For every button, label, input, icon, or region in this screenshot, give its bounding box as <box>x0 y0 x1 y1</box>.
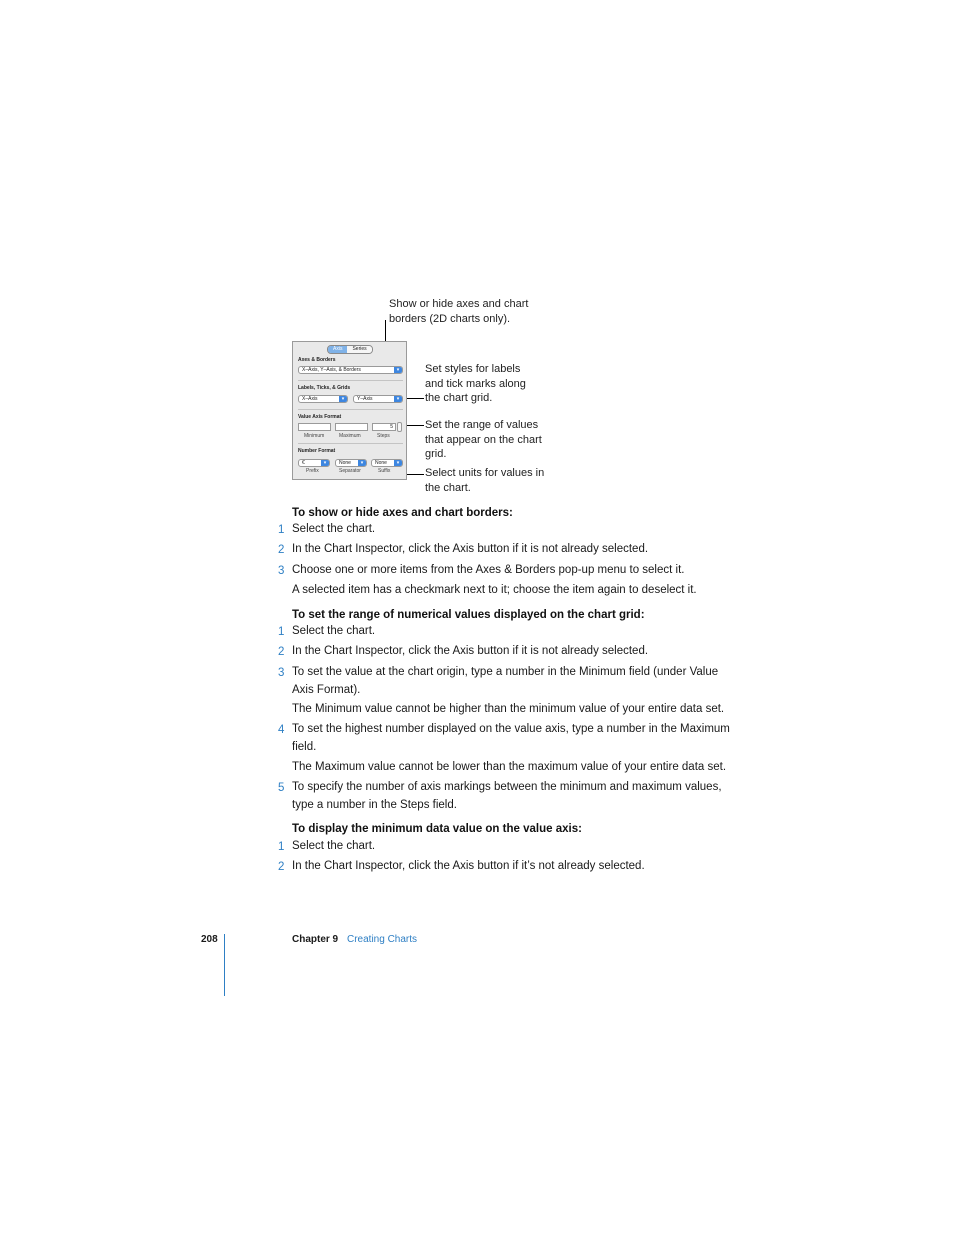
page-number: 208 <box>201 934 218 945</box>
axes-borders-popup[interactable] <box>298 366 403 374</box>
steps-label: Steps <box>377 433 390 439</box>
minimum-label: Minimum <box>304 433 325 439</box>
callout-units <box>425 466 544 495</box>
step-number: 2 <box>278 646 285 658</box>
step-note: The Maximum value cannot be lower than the maximum value of your entire data set. <box>292 761 727 773</box>
minimum-field[interactable] <box>298 423 331 431</box>
tab-series[interactable]: Series <box>347 346 371 353</box>
step-number: 1 <box>278 841 285 853</box>
step-number: 2 <box>278 861 285 873</box>
chapter-label: Chapter 9 <box>292 934 339 945</box>
step-number: 3 <box>278 565 285 577</box>
callout-line: grid. <box>425 448 447 460</box>
callout-line: Set the range of values <box>425 419 539 431</box>
maximum-label: Maximum <box>339 433 361 439</box>
callout-line: the chart grid. <box>425 392 493 404</box>
step-number: 1 <box>278 626 285 638</box>
step-text: In the Chart Inspector, click the Axis button if it is not already selected. <box>292 543 649 555</box>
popup-value: None <box>375 460 387 466</box>
y-axis-popup[interactable] <box>353 395 403 403</box>
step-text: In the Chart Inspector, click the Axis button if it’s not already selected. <box>292 860 645 872</box>
divider <box>298 443 403 444</box>
step-text: Select the chart. <box>292 625 376 637</box>
steps-field[interactable]: 5 <box>372 423 396 431</box>
chevron-down-icon: ▾ <box>358 460 366 466</box>
footer-divider <box>224 934 225 996</box>
chevron-down-icon: ▾ <box>339 396 347 402</box>
labels-ticks-grids-header: Labels, Ticks, & Grids <box>298 385 351 391</box>
maximum-field[interactable] <box>335 423 368 431</box>
step-number: 3 <box>278 667 285 679</box>
section-heading: To set the range of numerical values displayed on the chart grid: <box>292 609 645 621</box>
axes-borders-header: Axes & Borders <box>298 357 336 363</box>
axis-series-segmented-control[interactable] <box>327 345 373 354</box>
x-axis-popup[interactable] <box>298 395 348 403</box>
step-text: Select the chart. <box>292 523 376 535</box>
suffix-popup[interactable] <box>371 459 403 467</box>
callout-line: borders (2D charts only). <box>389 312 511 325</box>
step-note: The Minimum value cannot be higher than the minimum value of your entire data set. <box>292 703 725 715</box>
callout-line: the chart. <box>425 481 471 494</box>
step-text: To set the value at the chart origin, type a number in the Minimum field (under Value Axis Format). <box>292 666 719 696</box>
divider <box>298 380 403 381</box>
step-number: 5 <box>278 782 285 794</box>
chevron-down-icon: ▾ <box>394 460 402 466</box>
prefix-label: Prefix <box>306 468 319 474</box>
value-axis-format-header: Value Axis Format <box>298 414 342 420</box>
separator-label: Separator <box>339 468 361 474</box>
chart-inspector-panel <box>292 341 407 480</box>
callout-line: that appear on the chart <box>425 433 542 446</box>
popup-value: None <box>339 460 351 466</box>
callout-line: Select units for values in <box>425 467 545 479</box>
tab-axis[interactable]: Axis <box>328 346 347 353</box>
callout-line: Show or hide axes and chart <box>389 298 529 310</box>
popup-value: € <box>302 460 305 466</box>
callout-line: Set styles for labels <box>425 363 521 375</box>
chapter-title-link[interactable]: Creating Charts <box>347 934 418 945</box>
callout-axes-borders <box>389 297 528 326</box>
callout-value-range <box>425 418 542 462</box>
divider <box>298 409 403 410</box>
section-heading: To show or hide axes and chart borders: <box>292 507 513 519</box>
step-number: 2 <box>278 544 285 556</box>
step-text: Select the chart. <box>292 840 376 852</box>
step-text: To set the highest number displayed on the value axis, type a number in the Maximum field. <box>292 723 730 753</box>
popup-value: X–Axis, Y–Axis, & Borders <box>302 367 361 373</box>
chevron-down-icon: ▾ <box>394 396 402 402</box>
number-format-header: Number Format <box>298 448 336 454</box>
step-number: 4 <box>278 724 285 736</box>
separator-popup[interactable] <box>335 459 367 467</box>
chevron-down-icon: ▾ <box>394 367 402 373</box>
step-note: A selected item has a checkmark next to it; choose the item again to deselect it. <box>292 584 697 596</box>
callout-line: and tick marks along <box>425 377 526 390</box>
popup-value: X–Axis <box>302 396 318 402</box>
callout-labels-ticks <box>425 362 526 406</box>
chevron-down-icon: ▾ <box>321 460 329 466</box>
prefix-popup[interactable] <box>298 459 330 467</box>
step-text: Choose one or more items from the Axes & Borders pop-up menu to select it. <box>292 564 685 576</box>
steps-stepper[interactable] <box>397 422 402 432</box>
step-text: In the Chart Inspector, click the Axis button if it is not already selected. <box>292 645 649 657</box>
section-heading: To display the minimum data value on the value axis: <box>292 823 582 835</box>
popup-value: Y–Axis <box>357 396 373 402</box>
step-text: To specify the number of axis markings between the minimum and maximum values, type a number in the Steps field. <box>292 781 722 811</box>
suffix-label: Suffix <box>378 468 391 474</box>
step-number: 1 <box>278 524 285 536</box>
